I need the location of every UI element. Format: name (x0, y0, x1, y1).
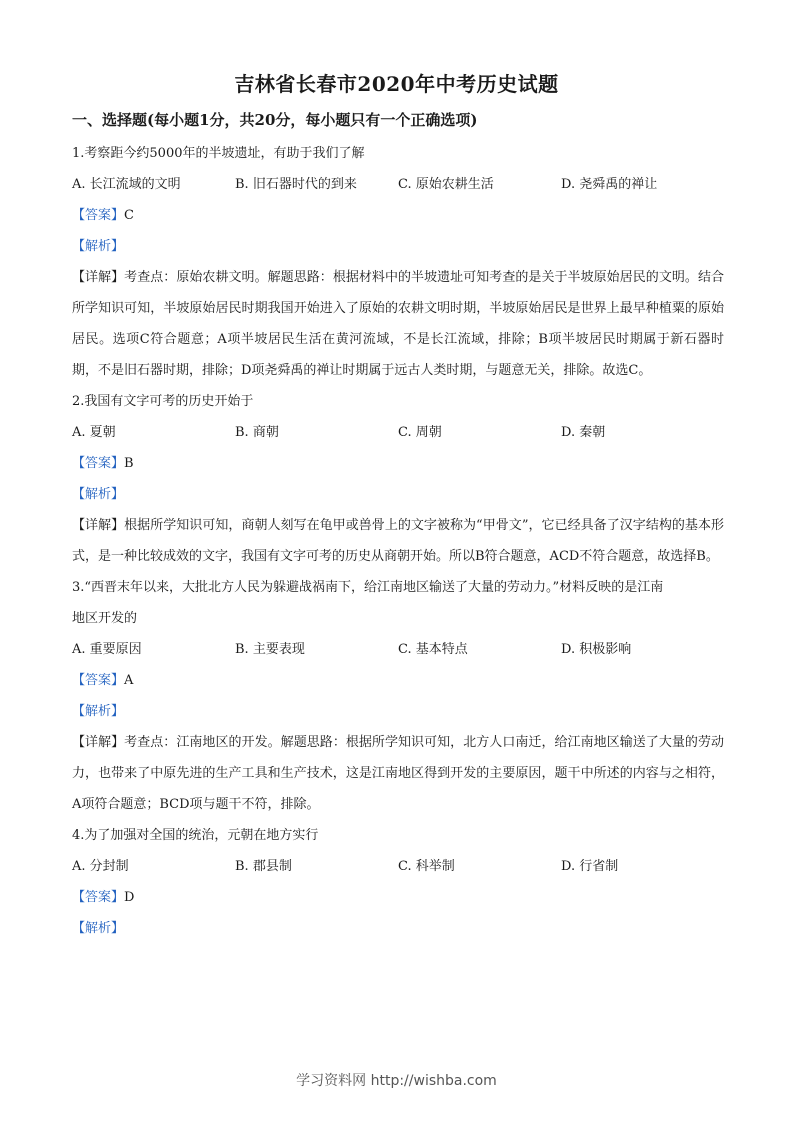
footer-watermark: 学习资料网 http://wishba.com (296, 1073, 497, 1089)
question-stem: 2.我国有文字可考的历史开始于 (72, 394, 254, 409)
option-d: D. 秦朝 (561, 425, 606, 440)
question-stem-continued: 地区开发的 (72, 611, 138, 626)
option-b: B. 主要表现 (235, 642, 305, 657)
answer-line (72, 665, 724, 696)
analysis-line (72, 696, 724, 727)
detail-text: 考查点：江南地区的开发。解题思路：根据所学知识可知，北方人口南迁，给江南地区输送了大量的劳动力，也带来了中原先进的生产工具和生产技术，这是江南地区得到开发的主要原因，题干中所述的内容与之相符，A项符合题意；BCD项与题干不符，排除。 (72, 735, 724, 812)
option-a: A. 夏朝 (72, 425, 116, 440)
analysis-tag: 【解析】 (72, 921, 125, 936)
option-d: D. 尧舜禹的禅让 (561, 177, 658, 192)
question-stem: 4.为了加强对全国的统治，元朝在地方实行 (72, 828, 319, 843)
answer-value: A (124, 673, 134, 688)
detail-paragraph (72, 727, 724, 820)
analysis-tag: 【解析】 (72, 239, 125, 254)
analysis-line (72, 913, 724, 944)
exam-content (72, 138, 724, 944)
option-d: D. 行省制 (561, 859, 619, 874)
option-c: C. 基本特点 (398, 642, 468, 657)
answer-value: D (124, 890, 135, 905)
option-b: B. 旧石器时代的到来 (235, 177, 357, 192)
option-b: B. 商朝 (235, 425, 279, 440)
detail-text: 根据所学知识可知，商朝人刻写在龟甲或兽骨上的文字被称为“甲骨文”，它已经具备了汉字结构的基本形式，是一种比较成效的文字，我国有文字可考的历史从商朝开始。所以B符合题意，ACD不符合题意，故选择B。 (72, 518, 724, 564)
option-row (72, 417, 724, 448)
section-heading: 一、选择题(每小题1分，共20分，每小题只有一个正确选项) (72, 111, 478, 129)
option-row (72, 634, 724, 665)
question-3 (72, 572, 724, 820)
detail-paragraph (72, 262, 724, 386)
analysis-tag: 【解析】 (72, 487, 125, 502)
document-title: 吉林省长春市2020年中考历史试题 (234, 72, 559, 96)
answer-value: B (124, 456, 134, 471)
answer-tag: 【答案】 (72, 890, 125, 905)
detail-text: 考查点：原始农耕文明。解题思路：根据材料中的半坡遗址可知考查的是关于半坡原始居民的文明。结合所学知识可知，半坡原始居民时期我国开始进入了原始的农耕文明时期，半坡原始居民是世界上最早种植粟的原始居民。选项C符合题意；A项半坡居民生活在黄河流域，不是长江流域，排除；B项半坡居民时期属于新石器时期，不是旧石器时期，排除；D项尧舜禹的禅让时期属于远古人类时期，与题意无关，排除。故选C。 (72, 270, 724, 378)
analysis-line (72, 479, 724, 510)
answer-line (72, 200, 724, 231)
option-c: C. 周朝 (398, 425, 442, 440)
option-b: B. 郡县制 (235, 859, 292, 874)
answer-tag: 【答案】 (72, 456, 125, 471)
option-row (72, 851, 724, 882)
detail-paragraph (72, 510, 724, 572)
option-row (72, 169, 724, 200)
question-1 (72, 138, 724, 386)
answer-tag: 【答案】 (72, 673, 125, 688)
analysis-tag: 【解析】 (72, 704, 125, 719)
question-4 (72, 820, 724, 944)
option-c: C. 原始农耕生活 (398, 177, 494, 192)
answer-line (72, 448, 724, 479)
question-stem: 1.考察距今约5000年的半坡遗址，有助于我们了解 (72, 146, 365, 161)
answer-line (72, 882, 724, 913)
detail-tag: 【详解】 (72, 518, 125, 533)
analysis-line (72, 231, 724, 262)
option-d: D. 积极影响 (561, 642, 632, 657)
detail-tag: 【详解】 (72, 735, 125, 750)
option-a: A. 长江流域的文明 (72, 177, 181, 192)
question-2 (72, 386, 724, 572)
question-stem: 3.“西晋末年以来，大批北方人民为躲避战祸南下，给江南地区输送了大量的劳动力。”材料反映的是江南 (72, 580, 664, 595)
option-a: A. 分封制 (72, 859, 129, 874)
option-a: A. 重要原因 (72, 642, 142, 657)
answer-tag: 【答案】 (72, 208, 125, 223)
answer-value: C (124, 208, 134, 223)
option-c: C. 科举制 (398, 859, 455, 874)
detail-tag: 【详解】 (72, 270, 125, 285)
